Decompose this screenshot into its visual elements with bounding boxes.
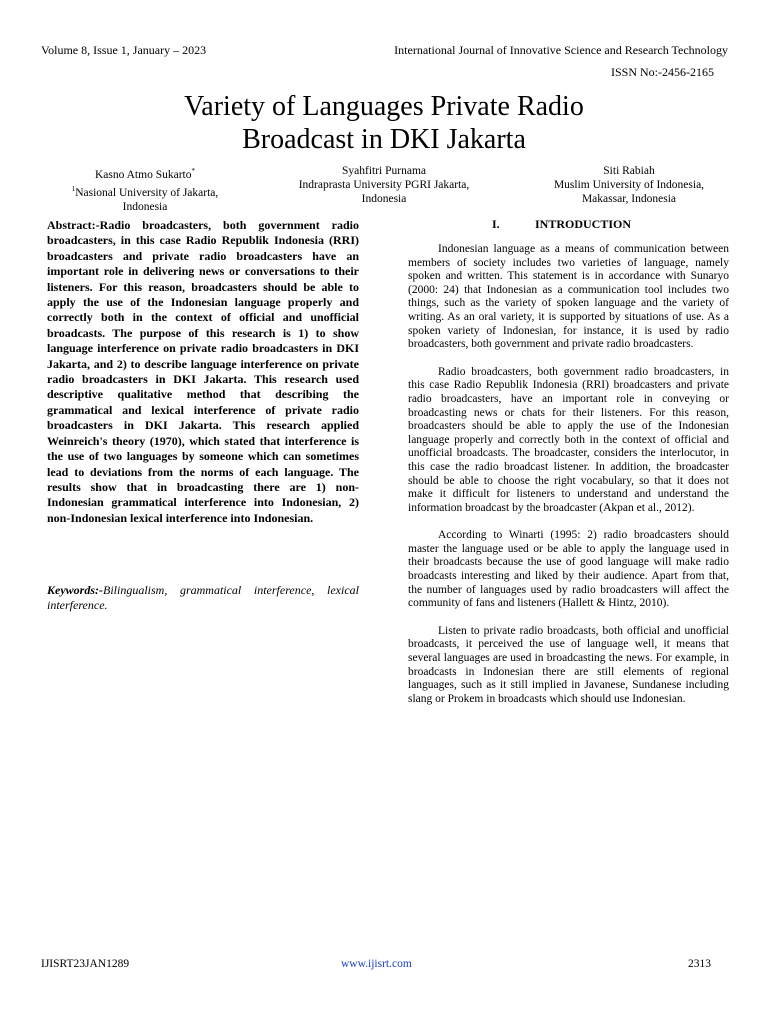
section-title: INTRODUCTION [535, 217, 632, 231]
title-line-1: Variety of Languages Private Radio [184, 91, 584, 122]
paper-title [0, 90, 768, 156]
keywords-text: Bilingualism, grammatical interference, lexical interference. [47, 583, 359, 612]
author-country: Makassar, Indonesia [581, 193, 677, 205]
affiliation-superscript: 1 [71, 184, 76, 193]
author-name: Kasno Atmo Sukarto [95, 168, 192, 181]
author-country: Indonesia [122, 200, 168, 213]
keywords [47, 583, 359, 612]
paragraph: Listen to private radio broadcasts, both official and unofficial broadcasts, it perceived the use of language well, it means that several languages are used in broadcasting the news. For example, in broadcasts in Indonesian there are still elements of regional languages, such as it still implied in Javanese, Sundanese including slang or Prokem in broadcasts which should use Indonesian. [408, 624, 729, 705]
author-block-2 [269, 164, 499, 206]
section-number: I. [492, 217, 500, 231]
author-affiliation: Muslim University of Indonesia, [553, 179, 705, 191]
title-line-2: Broadcast in DKI Jakarta [242, 124, 526, 155]
footer-url-link[interactable]: www.ijisrt.com [341, 958, 412, 970]
abstract: Abstract:-Radio broadcasters, both government radio broadcasters, in this case Radio Republik Indonesia (RRI) broadcasters and private radio broadcasters have an important role in delivering news or conversations to their listeners. For this reason, broadcasters should be able to apply the use of the Indonesian language properly and correctly both in the context of official and unofficial broadcasts. The purpose of this research is 1) to show language interference on private radio broadcasters in DKI Jakarta, and 2) to describe language interference on private radio broadcasters in DKI Jakarta. This research used descriptive qualitative method that describing the grammatical and lexical interference of private radio broadcasters in DKI Jakarta. This research applied Weinreich's theory (1970), which stated that interference is the use of two languages by someone which can sometimes lead to deviations from the norms of each language. The results show that in broadcasting there are 1) non-Indonesian grammatical interference into Indonesian, 2) non-Indonesian lexical interference into Indonesian. [47, 218, 359, 525]
page-number: 2313 [688, 958, 711, 970]
paragraph: Radio broadcasters, both government radio broadcasters, in this case Radio Republik Indonesia (RRI) broadcasters and private radio broadcasters, have an important role in conveying or broadcasting news or chats for their listeners. For this reason, broadcasters should be able to apply the use of the Indonesian language properly and correctly both in the context of official and unofficial broadcasts. The broadcaster, considers the interlocutor, in this case the radio broadcast listener. In addition, the broadcaster should be able to choose the right vocabulary, so that it does not make it difficult for listeners to understand and understand the information broadcast by the broadcaster (Akpan et al., 2012). [408, 365, 729, 514]
author-name: Syahfitri Purnama [342, 165, 426, 177]
author-country: Indonesia [361, 193, 407, 205]
author-affiliation: Indraprasta University PGRI Jakarta, [298, 179, 470, 191]
introduction-body [408, 243, 729, 720]
author-block-3 [514, 164, 744, 206]
author-affiliation: Nasional University of Jakarta, [75, 186, 219, 199]
keywords-label: Keywords:- [47, 583, 103, 597]
footer-code: IJISRT23JAN1289 [41, 958, 130, 970]
paragraph: According to Winarti (1995: 2) radio broadcasters should master the language used or be able to apply the language used in their broadcasts because the use of good language will make radio broadcasts interesting and liked by their audience. Apart from that, the number of languages used by radio broadcasters will affect the community of fans and listeners (Hallett & Hintz, 2010). [408, 529, 729, 610]
header-volume: Volume 8, Issue 1, January – 2023 [41, 43, 207, 57]
header-issn: ISSN No:-2456-2165 [610, 65, 714, 79]
header-journal: International Journal of Innovative Science and Research Technology [394, 43, 728, 57]
paragraph: Indonesian language as a means of communication between members of society includes two varieties of language, namely spoken and written. This statement is in accordance with Sunaryo (2000: 24) that Indonesian as a communication tool includes two things, such as the variety of spoken language and the variety of writing. As an oral variety, it is supported by situations of use. As a spoken variety of Indonesian, for instance, it is used by radio broadcasters, both government and private radio broadcasters. [408, 243, 729, 351]
author-block-1 [30, 164, 260, 214]
author-mark: * [191, 167, 195, 175]
author-name: Siti Rabiah [603, 165, 655, 177]
